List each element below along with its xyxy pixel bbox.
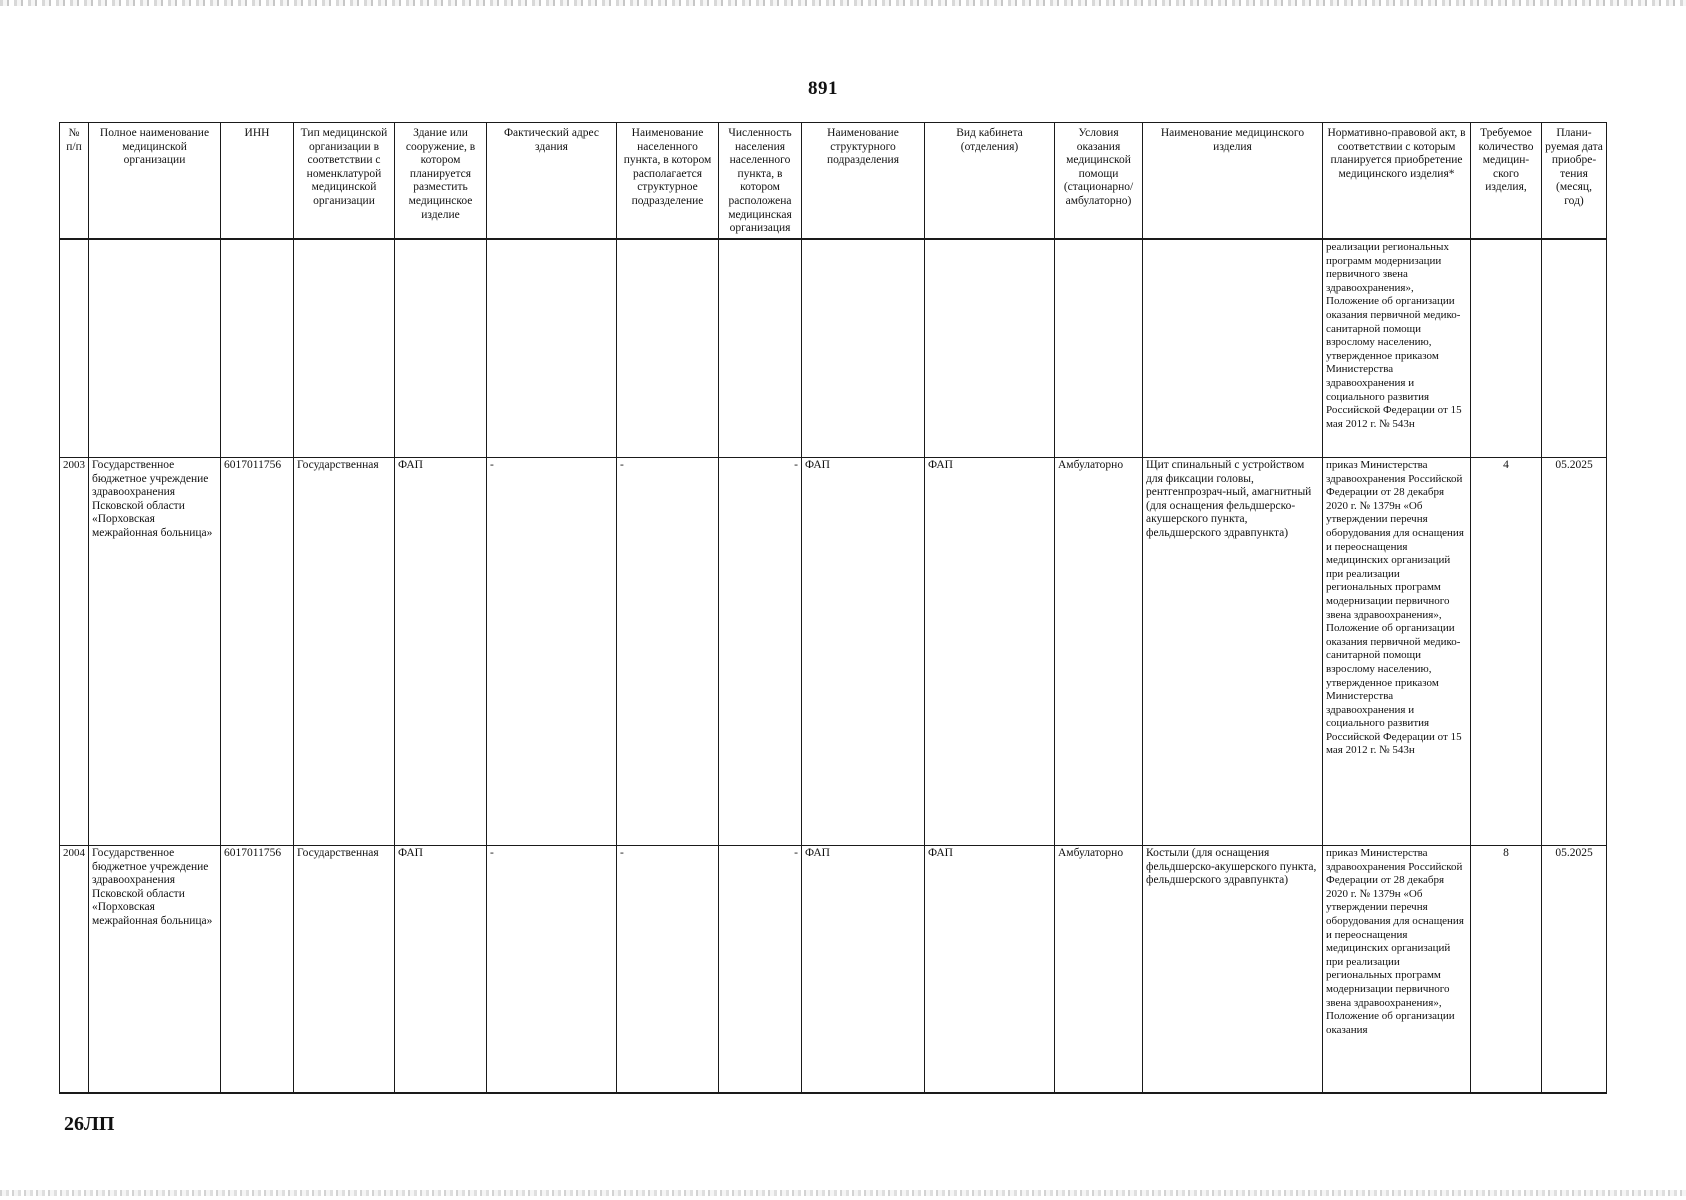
medical-device-table: [59, 122, 1607, 1094]
cell-device: Щит спинальный с устройством для фиксации головы, рентгенпрозрач-ный, амагнитный (для оснащения фельдшерско-акушерского пункта, фельдшерского здравпункта): [1143, 458, 1323, 846]
cell-quantity: 8: [1471, 846, 1542, 1094]
scan-edge-top: [0, 0, 1686, 6]
cell-locality: -: [617, 458, 719, 846]
cell-population: -: [719, 458, 802, 846]
footer-code: 26ЛП: [64, 1113, 115, 1135]
cell-population: -: [719, 846, 802, 1094]
cell-legal-act: приказ Министерства здравоохранения Российской Федерации от 28 декабря 2020 г. № 1379н «Об утверждении перечня оборудования для оснащения и переоснащения медицинских организаций при реализации региональных программ модернизации первичного звена здравоохранения», Положение об организации оказания первичной медико-санитарной помощи взрослому населению, утвержденное приказом Министерства здравоохранения и социального развития Российской Федерации от 15 мая 2012 г. № 543н: [1323, 458, 1471, 846]
cell-organization: Государственное бюджетное учреждение здравоохранения Псковской области «Порховская межрайонная больница»: [89, 458, 221, 846]
col-header-legal-act: Нормативно-правовой акт, в соответствии с которым планируется приобретение медицинского изделия*: [1323, 123, 1471, 240]
table-row: [60, 458, 1607, 846]
cell-building: ФАП: [395, 846, 487, 1094]
page-number: 891: [808, 78, 838, 99]
cell-address: -: [487, 846, 617, 1094]
continuation-legal-act: реализации региональных программ модернизации первичного звена здравоохранения», Положение об организации оказания первичной медико-санитарной помощи взрослому населению, утвержденное приказом Министерства здравоохранения и социального развития Российской Федерации от 15 мая 2012 г. № 543н: [1323, 239, 1471, 458]
col-header-building: Здание или сооружение, в котором планируется разместить медицинское изделие: [395, 123, 487, 240]
table-header-row: [60, 123, 1607, 240]
col-header-cabinet: Вид кабинета (отделения): [925, 123, 1055, 240]
cell-type: Государственная: [294, 458, 395, 846]
cell-cabinet: ФАП: [925, 458, 1055, 846]
cell-conditions: Амбулаторно: [1055, 458, 1143, 846]
col-header-address: Фактический адрес здания: [487, 123, 617, 240]
col-header-date: Плани-руемая дата приобре-тения (месяц, год): [1542, 123, 1607, 240]
cell-address: -: [487, 458, 617, 846]
col-header-locality: Наименование населенного пункта, в котором располагается структурное подразделение: [617, 123, 719, 240]
cell-type: Государственная: [294, 846, 395, 1094]
scan-edge-bottom: [0, 1190, 1686, 1196]
col-header-device: Наименование медицинского изделия: [1143, 123, 1323, 240]
cell-building: ФАП: [395, 458, 487, 846]
col-header-conditions: Условия оказания медицинской помощи (стационарно/ амбулаторно): [1055, 123, 1143, 240]
cell-num: 2004: [60, 846, 89, 1094]
cell-organization: Государственное бюджетное учреждение здравоохранения Псковской области «Порховская межрайонная больница»: [89, 846, 221, 1094]
cell-num: 2003: [60, 458, 89, 846]
cell-legal-act: приказ Министерства здравоохранения Российской Федерации от 28 декабря 2020 г. № 1379н «Об утверждении перечня оборудования для оснащения и переоснащения медицинских организаций при реализации региональных программ модернизации первичного звена здравоохранения», Положение об организации оказания: [1323, 846, 1471, 1094]
col-header-num: № п/п: [60, 123, 89, 240]
table-row-continuation: [60, 239, 1607, 458]
cell-cabinet: ФАП: [925, 846, 1055, 1094]
cell-conditions: Амбулаторно: [1055, 846, 1143, 1094]
table-row: [60, 846, 1607, 1094]
col-header-type: Тип медицинской организации в соответствии с номенклатурой медицинской организации: [294, 123, 395, 240]
cell-inn: 6017011756: [221, 458, 294, 846]
col-header-inn: ИНН: [221, 123, 294, 240]
cell-quantity: 4: [1471, 458, 1542, 846]
col-header-quantity: Требуемое количество медицин-ского изделия,: [1471, 123, 1542, 240]
col-header-subdivision: Наименование структурного подразделения: [802, 123, 925, 240]
cell-device: Костыли (для оснащения фельдшерско-акушерского пункта, фельдшерского здравпункта): [1143, 846, 1323, 1094]
cell-subdivision: ФАП: [802, 458, 925, 846]
cell-date: 05.2025: [1542, 458, 1607, 846]
cell-date: 05.2025: [1542, 846, 1607, 1094]
cell-inn: 6017011756: [221, 846, 294, 1094]
col-header-organization: Полное наименование медицинской организации: [89, 123, 221, 240]
col-header-population: Численность населения населенного пункта, в котором расположена медицинская организация: [719, 123, 802, 240]
cell-locality: -: [617, 846, 719, 1094]
cell-subdivision: ФАП: [802, 846, 925, 1094]
